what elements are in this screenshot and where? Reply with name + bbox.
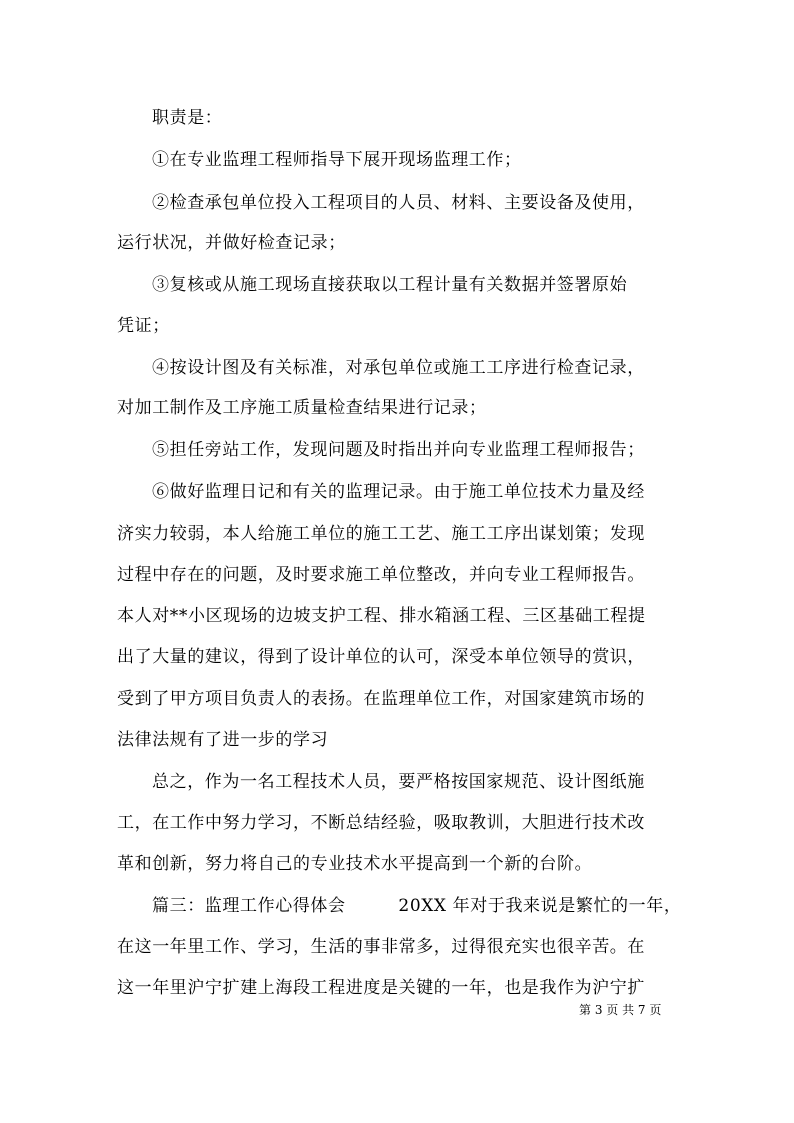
page-number-footer: 第 3 页 共 7 页 xyxy=(579,1003,662,1017)
body-line: 运行状况，并做好检查记录； xyxy=(117,233,346,253)
body-line: 受到了甲方项目负责人的表扬。在监理单位工作，对国家建筑市场的 xyxy=(117,689,645,709)
body-line: 济实力较弱，本人给施工单位的施工工艺、施工工序出谋划策；发现 xyxy=(117,524,645,544)
body-line: 本人对**小区现场的边坡支护工程、排水箱涵工程、三区基础工程提 xyxy=(117,606,646,626)
body-line: 对加工制作及工序施工质量检查结果进行记录； xyxy=(117,398,487,418)
body-line: 出了大量的建议，得到了设计单位的认可，深受本单位领导的赏识， xyxy=(117,647,645,667)
body-line: ⑤担任旁站工作，发现问题及时指出并向专业监理工程师报告； xyxy=(152,440,645,460)
body-line: 总之，作为一名工程技术人员，要严格按国家规范、设计图纸施 xyxy=(152,772,645,792)
body-line: 篇三：监理工作心得体会 20XX 年对于我来说是繁忙的一年， xyxy=(152,896,682,916)
body-line: ①在专业监理工程师指导下展开现场监理工作； xyxy=(152,150,522,170)
body-line: ③复核或从施工现场直接获取以工程计量有关数据并签署原始 xyxy=(152,275,628,295)
body-line: 革和创新，努力将自己的专业技术水平提高到一个新的台阶。 xyxy=(117,854,593,874)
body-line: 法律法规有了进一步的学习 xyxy=(117,730,329,750)
body-line: 工，在工作中努力学习，不断总结经验，吸取教训，大胆进行技术改 xyxy=(117,813,645,833)
body-line: 在这一年里工作、学习，生活的事非常多，过得很充实也很辛苦。在 xyxy=(117,937,645,957)
body-line: 职责是： xyxy=(152,108,223,128)
body-line: 这一年里沪宁扩建上海段工程进度是关键的一年，也是我作为沪宁扩 xyxy=(117,978,645,998)
body-line: 凭证； xyxy=(117,316,170,336)
body-line: ⑥做好监理日记和有关的监理记录。由于施工单位技术力量及经 xyxy=(152,482,645,502)
body-line: ②检查承包单位投入工程项目的人员、材料、主要设备及使用， xyxy=(152,193,645,213)
body-line: ④按设计图及有关标准，对承包单位或施工工序进行检查记录， xyxy=(152,358,645,378)
body-line: 过程中存在的问题，及时要求施工单位整改，并向专业工程师报告。 xyxy=(117,565,645,585)
